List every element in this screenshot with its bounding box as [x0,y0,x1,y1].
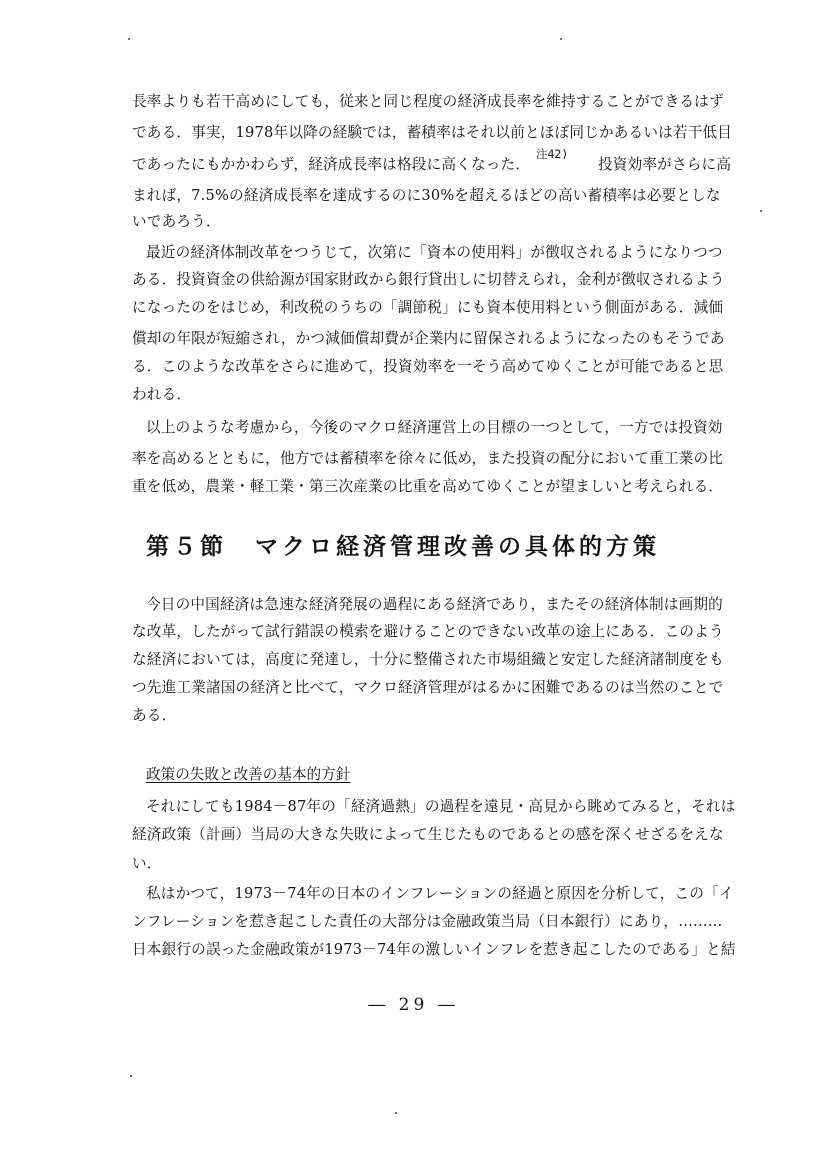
paragraph1-line3: であったにもかかわらず，経済成長率は格段に高くなった． [132,156,531,173]
subheading: 政策の失敗と改善の基本的方針 [146,766,351,783]
paragraph4-line5: ある． [132,707,177,724]
paragraph2-line3: になったのをはじめ，利改税のうちの「調節税」にも資本使用料という側面がある．減価 [132,299,724,316]
scan-speck [760,210,762,212]
paragraph3-line2: 率を高めるとともに，他方では蓄積率を徐々に低め，また投資の配分において重工業の比 [132,450,724,467]
paragraph6-line3: 日本銀行の誤った金融政策が1973－74年の激しいインフレを惹き起こしたのである」と結 [132,941,736,958]
paragraph5-line3: い． [132,855,162,872]
paragraph1-line2: である．事実，1978年以降の経験では，蓄積率はそれ以前とほぼ同じかあるいは若干低目 [132,124,733,141]
paragraph4-line3: な経済においては，高度に発達し，十分に整備された市場組織と安定した経済諸制度をも [132,651,724,668]
paragraph2-line1: 最近の経済体制改革をつうじて，次第に「資本の使用料」が徴収されるようになりつつ [146,244,723,261]
paragraph5-line1: それにしても1984－87年の「経済過熱」の過程を遠見・高見から眺めてみると，それは [146,798,736,815]
paragraph3-line3: 重を低め，農業・軽工業・第三次産業の比重を高めてゆくことが望ましいと考えられる． [132,478,724,495]
paragraph4-line2: な改革，したがって試行錯誤の模索を避けることのできない改革の途上にある．このよう [132,623,724,640]
scan-speck [130,1075,132,1077]
paragraph1-line4: まれば，7.5%の経済成長率を達成するのに30%を超えるほどの高い蓄積率は必要としな [132,187,721,204]
scan-speck [395,1112,397,1114]
paragraph6-line1: 私はかつて，1973－74年の日本のインフレーションの経過と原因を分析して，この「イ [146,885,734,902]
paragraph2-line6: われる． [132,386,192,403]
paragraph1-line3-tail: 投資効率がさらに高 [598,156,732,173]
paragraph4-line4: つ先進工業諸国の経済と比べて，マクロ経済管理がはるかに困難であるのは当然のことで [132,679,724,696]
section-heading [146,532,660,562]
footnote-ref-42: 注42) [536,147,569,161]
section-title: マクロ経済管理改善の具体的方策 [255,534,660,560]
page-number: ― 29 ― [368,995,459,1015]
section-number: 第５節 [146,534,227,560]
paragraph2-line5: る．このような改革をさらに進めて，投資効率を一そう高めてゆくことが可能であると思 [132,358,724,375]
scan-speck [128,38,130,40]
paragraph2-line2: ある．投資資金の供給源が国家財政から銀行貸出しに切替えられ，金利が徴収されるよう [132,271,725,288]
paragraph5-line2: 経済政策（計画）当局の大きな失敗によって生じたものであるとの感を深くせざるをえな [132,826,724,843]
paragraph2-line4: 償却の年限が短縮され，かつ減価償却費が企業内に留保されるようになったのもそうであ [132,330,725,347]
paragraph1-line1: 長率よりも若干高めにしても，従来と同じ程度の経済成長率を維持することができるはず [132,93,724,110]
paragraph4-line1: 今日の中国経済は急速な経済発展の過程にある経済であり，またその経済体制は画期的 [146,596,723,613]
scan-speck [560,38,562,40]
paragraph6-line2: ンフレーションを惹き起こした責任の大部分は金融政策当局（日本銀行）にあり，……… [132,913,723,930]
paragraph1-line5: いであろう． [132,213,221,230]
paragraph3-line1: 以上のような考慮から，今後のマクロ経済運営上の目標の一つとして，一方では投資効 [146,419,723,436]
